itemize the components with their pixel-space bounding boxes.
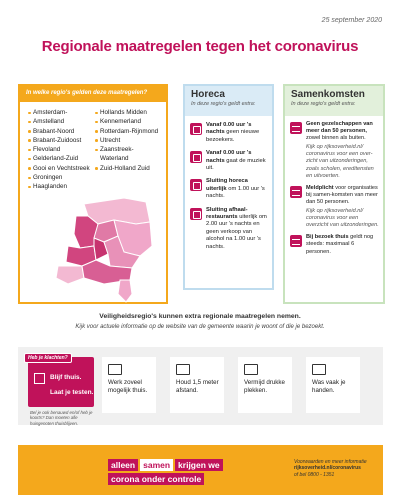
rule-text: Was vaak je handen. xyxy=(312,379,346,394)
regions-heading: In welke regio's gelden deze maatregelen? xyxy=(20,86,166,102)
samenkomsten-title: Samenkomsten xyxy=(291,89,365,100)
footer-info-line: Voorwaarden en meer informatie xyxy=(294,459,367,465)
horeca-item-text: Sluiting afhaal-restaurants uiterlijk om 2.00 uur 's nachts en geen verkoop van alcohol na 1.00 uur 's nachts. xyxy=(206,206,267,250)
veiligheid-note: Veiligheidsregio's kunnen extra regionale maatregelen nemen. xyxy=(99,313,301,320)
region-item: Amsterdam- xyxy=(28,108,95,117)
page-title: Regionale maatregelen tegen het coronavirus xyxy=(41,38,359,55)
horeca-item xyxy=(190,207,268,251)
horeca-item xyxy=(190,150,268,172)
basic-rules-panel xyxy=(18,347,383,425)
region-item: Zuid-Holland Zuid xyxy=(95,164,162,173)
footer-banner xyxy=(18,445,383,495)
klachten-question: Heb je klachten? xyxy=(24,353,72,363)
distance-icon xyxy=(176,364,190,375)
region-list-right xyxy=(95,108,162,192)
rule-text: Houd 1,5 meter afstand. xyxy=(176,379,219,394)
samenkomsten-header xyxy=(285,86,383,116)
region-item: Groningen xyxy=(28,173,95,182)
horeca-title: Horeca xyxy=(191,89,225,100)
handwash-icon xyxy=(312,364,326,375)
group-icon xyxy=(290,122,302,134)
crowd-icon xyxy=(244,364,258,375)
horeca-item xyxy=(190,178,268,200)
slogan xyxy=(108,459,248,487)
samenkomsten-item-text: Geen gezelschappen van meer dan 50 personen, zowel binnen als buiten. Kijk op rijksoverheid.nl/ coronavirus voor een over-zicht van uitzonderingen, zoals scholen, ereditensten en uitvoerten. xyxy=(306,121,379,180)
footer-info xyxy=(294,459,367,478)
samenkomsten-item xyxy=(290,185,379,230)
region-item: Gelderland-Zuid xyxy=(28,154,95,163)
samenkomsten-item xyxy=(290,234,379,255)
klachten-line1: Blijf thuis. xyxy=(50,374,82,381)
slogan-word: krijgen we xyxy=(175,459,223,471)
rule-text: Werk zoveel mogelijk thuis. xyxy=(108,379,148,394)
clock-icon xyxy=(190,123,202,135)
region-item: Brabant-Zuidoost xyxy=(28,136,95,145)
slogan-word: corona onder controle xyxy=(108,473,204,485)
horeca-header xyxy=(185,86,272,116)
samenkomsten-item-text: Bij bezoek thuis geldt nog steeds: maximaal 6 personen. xyxy=(306,234,374,255)
map-region-zeeland xyxy=(56,266,84,284)
megaphone-icon xyxy=(290,186,302,198)
samenkomsten-panel xyxy=(283,84,385,304)
region-item: Amstelland xyxy=(28,117,95,126)
rule-card-afstand xyxy=(170,357,224,413)
samenkomsten-list xyxy=(285,121,383,256)
regions-panel xyxy=(18,84,168,304)
klachten-note: Bel je ook benauwd en/of heb je koorts? Dan moeten alle huisgenoten thuisblijven. xyxy=(30,410,93,426)
horeca-item xyxy=(190,122,268,144)
clock-icon xyxy=(190,151,202,163)
closed-icon xyxy=(190,208,202,220)
netherlands-map xyxy=(54,194,154,304)
horeca-list xyxy=(185,122,272,251)
slogan-word: samen xyxy=(140,459,173,471)
horeca-panel xyxy=(183,84,274,290)
house-icon xyxy=(290,235,302,247)
samenkomsten-subtitle: In deze regio's geldt extra: xyxy=(291,101,356,107)
region-item: Haaglanden xyxy=(28,182,95,191)
region-item: Zaanstreek-Waterland xyxy=(95,145,162,164)
laptop-icon xyxy=(108,364,122,375)
rule-card-thuiswerken xyxy=(102,357,156,413)
region-item: Brabant-Noord xyxy=(28,127,95,136)
region-item: Gooi en Vechtstreek xyxy=(28,164,95,173)
footer-info-link[interactable]: rijksoverheid.nl/coronavirus xyxy=(294,465,361,472)
rule-text: Vermijd drukke plekken. xyxy=(244,379,285,394)
region-item: Rotterdam-Rijnmond xyxy=(95,127,162,136)
horeca-item-text: Vanaf 0.00 uur 's nachts gaat de muziek uit. xyxy=(206,150,266,172)
samenkomsten-item-text: Meldplicht voor organisaties bij samen-komsten van meer dan 50 personen. Kijk op rijksoverheid.nl/ coronavirus voor een overzicht van uitzonderingen. xyxy=(306,184,379,229)
region-item: Kennemerland xyxy=(95,117,162,126)
samenkomsten-item xyxy=(290,121,379,180)
region-item: Utrecht xyxy=(95,136,162,145)
horeca-item-text: Vanaf 0.00 uur 's nachts geen nieuwe bezoekers. xyxy=(206,122,260,143)
region-item: Hollands Midden xyxy=(95,108,162,117)
rule-card-drukte xyxy=(238,357,292,413)
klachten-line2: Laat je testen. xyxy=(50,389,94,396)
horeca-subtitle: In deze regio's geldt extra: xyxy=(191,101,256,107)
footer-info-phone: of bel 0800 - 1351 xyxy=(294,471,335,478)
samenkomsten-item-note: Kijk op rijksoverheid.nl/ coronavirus voor een over-zicht van uitzonderingen, zoals scholen, ereditensten en uitvoerten. xyxy=(306,144,374,179)
klachten-box xyxy=(28,357,94,407)
closed-icon xyxy=(190,179,202,191)
region-lists xyxy=(20,102,166,192)
slogan-word: alleen xyxy=(108,459,138,471)
region-list-left xyxy=(28,108,95,192)
map-region-limburg xyxy=(118,280,132,302)
horeca-item-text: Sluiting horeca uiterlijk om 1.00 uur 's nachts. xyxy=(206,178,265,200)
veiligheid-note-detail: Kijk voor actuele informatie op de website van de gemeente waarin je woont of die je bezoekt. xyxy=(75,324,325,330)
samenkomsten-item-note: Kijk op rijksoverheid.nl/ coronavirus voor een overzicht van uitzonderingen. xyxy=(306,208,379,229)
rule-card-handen xyxy=(306,357,360,413)
home-icon xyxy=(34,373,45,384)
date-label: 25 september 2020 xyxy=(321,17,382,24)
region-item: Flevoland xyxy=(28,145,95,154)
